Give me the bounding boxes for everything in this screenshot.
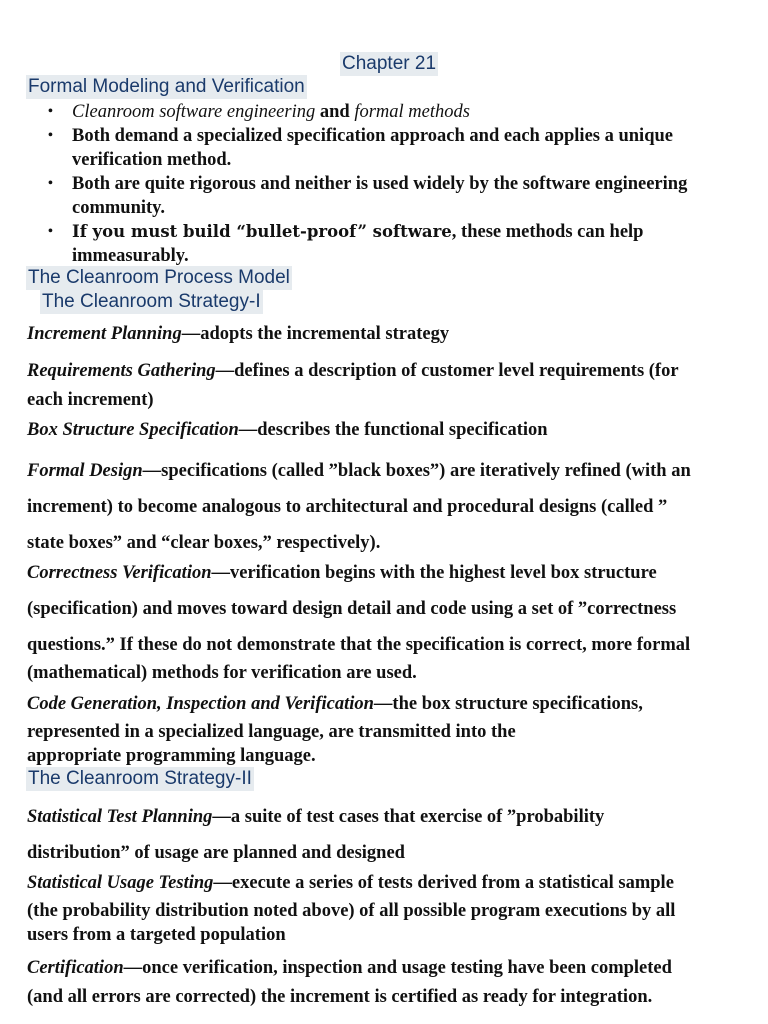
definition-term: Code Generation, Inspection and Verification <box>27 694 374 714</box>
list-item <box>48 124 687 172</box>
bullet-icon: • <box>48 104 53 119</box>
definition-term: Certification <box>27 958 124 978</box>
definition-term: Requirements Gathering <box>27 361 216 381</box>
bullet-text: immeasurably. <box>72 246 189 266</box>
section-heading: The Cleanroom Strategy-I <box>42 291 261 312</box>
bullet-list <box>48 100 688 268</box>
list-item <box>48 100 687 124</box>
definition-term: Box Structure Specification <box>27 420 239 440</box>
definition-item <box>27 357 679 415</box>
definition-term: Statistical Usage Testing <box>27 873 214 893</box>
bullet-icon: • <box>48 224 53 239</box>
bullet-icon: • <box>48 128 53 143</box>
definition-text: distribution” of usage are planned and designed <box>27 843 405 863</box>
bullet-emphasis: Cleanroom software engineering <box>72 102 316 122</box>
bullet-icon: • <box>48 176 53 191</box>
definition-item <box>27 871 675 947</box>
bullet-text: Both demand a specialized specification approach and each applies a unique <box>72 126 673 146</box>
page-title: Formal Modeling and Verification <box>28 76 305 97</box>
definition-text: —adopts the incremental strategy <box>181 324 450 344</box>
definition-text: —once verification, inspection and usage testing have been completed <box>123 958 672 978</box>
bullet-text: and <box>315 102 355 122</box>
section-heading: The Cleanroom Process Model <box>28 267 290 288</box>
definition-term: Statistical Test Planning <box>27 807 213 827</box>
definition-text: —the box structure specifications, <box>373 694 643 714</box>
definition-text: —verification begins with the highest level box structure <box>211 563 657 583</box>
bullet-text: community. <box>72 198 166 218</box>
definition-text: (mathematical) methods for verification are used. <box>27 663 417 683</box>
definition-text: users from a targeted population <box>27 925 286 945</box>
definition-text: —a suite of test cases that exercise of ”probability <box>212 807 605 827</box>
definition-text: appropriate programming language. <box>27 746 316 766</box>
list-item <box>48 172 688 220</box>
definition-term: Correctness Verification <box>27 563 212 583</box>
definition-item <box>27 418 548 442</box>
definition-text: represented in a specialized language, are transmitted into the <box>27 722 516 742</box>
list-item <box>48 220 687 268</box>
definition-term: Formal Design <box>27 461 143 481</box>
bullet-text: Both are quite rigorous and neither is used widely by the software engineering <box>72 174 688 194</box>
definition-term: Increment Planning <box>27 324 182 344</box>
bullet-text: If you must build “bullet-proof” software <box>72 222 452 241</box>
definition-text: increment) to become analogous to architectural and procedural designs (called ” <box>27 497 668 517</box>
definition-text: —defines a description of customer level requirements (for <box>215 361 679 381</box>
bullet-text: , these methods can help <box>451 222 644 242</box>
definition-text: (and all errors are corrected) the increment is certified as ready for integration. <box>27 987 653 1007</box>
definition-item <box>27 322 449 346</box>
bullet-emphasis: formal methods <box>354 102 470 122</box>
definition-text: (the probability distribution noted above) of all possible program executions by all <box>27 901 676 921</box>
definition-text: —execute a series of tests derived from a statistical sample <box>213 873 674 893</box>
definition-text: —specifications (called ”black boxes”) are iteratively refined (with an <box>142 461 691 481</box>
definition-item <box>27 692 643 768</box>
definition-text: (specification) and moves toward design detail and code using a set of ”correctness <box>27 599 677 619</box>
definition-item <box>27 453 691 561</box>
section-heading: The Cleanroom Strategy-II <box>28 768 252 789</box>
chapter-label: Chapter 21 <box>342 53 437 74</box>
definition-item <box>27 799 604 871</box>
definition-text: each increment) <box>27 390 154 410</box>
definition-item <box>27 561 690 685</box>
definition-text: questions.” If these do not demonstrate that the specification is correct, more formal <box>27 635 691 655</box>
definition-text: —describes the functional specification <box>238 420 548 440</box>
definition-text: state boxes” and “clear boxes,” respectively). <box>27 533 381 553</box>
bullet-text: verification method. <box>72 150 232 170</box>
definition-item <box>27 954 672 1012</box>
